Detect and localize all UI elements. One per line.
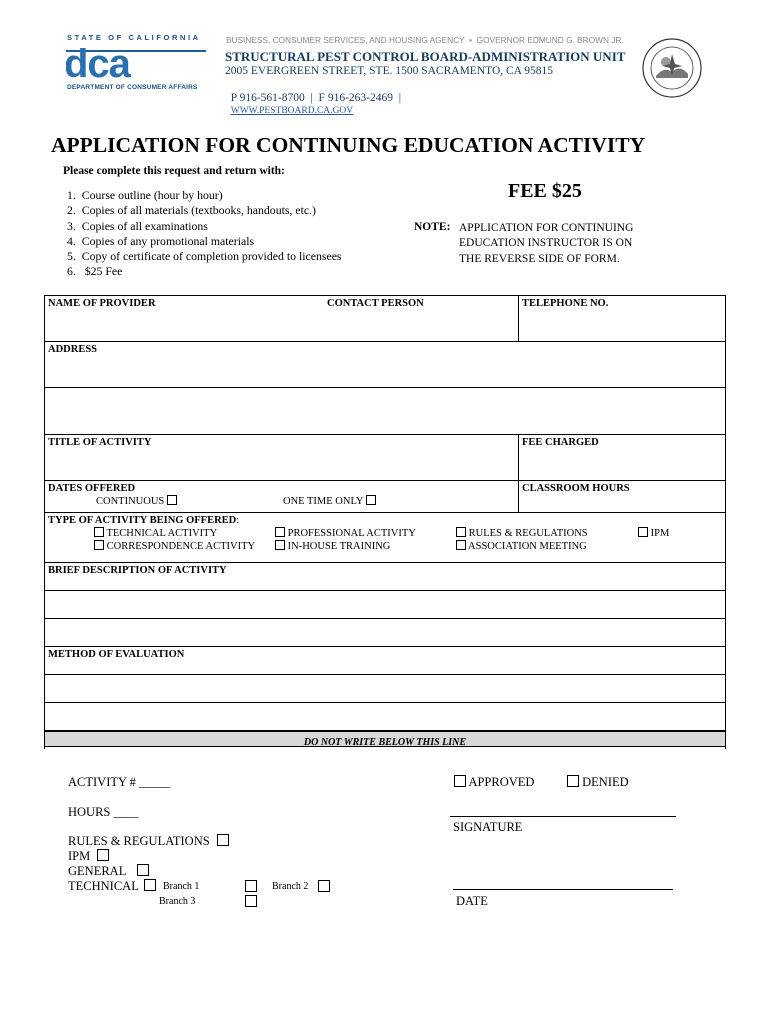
continuous-label: CONTINUOUS: [96, 496, 165, 507]
form-rule: [44, 562, 725, 563]
agency-line: BUSINESS, CONSUMER SERVICES, AND HOUSING AGENCY • GOVERNOR EDMUND G. BROWN JR.: [226, 35, 624, 45]
instruction-item: 6. $25 Fee: [67, 264, 123, 279]
fee-charged-field[interactable]: [520, 451, 722, 479]
address-field-line2[interactable]: [46, 389, 722, 433]
brief-description-label: BRIEF DESCRIPTION OF ACTIVITY: [48, 565, 227, 576]
date-line[interactable]: [453, 889, 673, 890]
office-ipm: [68, 849, 109, 864]
in-house-training-label: IN-HOUSE TRAINING: [287, 541, 391, 552]
association-meeting-checkbox[interactable]: [456, 540, 466, 550]
note-text: [459, 221, 633, 267]
signature-label: SIGNATURE: [453, 820, 523, 834]
form-rule: [44, 590, 725, 591]
page-title: APPLICATION FOR CONTINUING EDUCATION ACTIVITY: [51, 133, 646, 157]
type-of-activity-colon: :: [236, 515, 240, 526]
office-ipm-label: IPM: [68, 849, 91, 863]
signature-line[interactable]: [450, 816, 676, 817]
column-divider: [518, 434, 519, 512]
state-seal: [642, 38, 702, 98]
one-time-only-option[interactable]: [283, 495, 376, 507]
fee-charged-label: FEE CHARGED: [522, 437, 599, 448]
form-rule: [44, 646, 725, 647]
continuous-option[interactable]: [96, 495, 177, 507]
website-link[interactable]: WWW.PESTBOARD.CA.GOV: [230, 106, 354, 116]
type-of-activity-text: TYPE OF ACTIVITY BEING OFFERED: [48, 515, 237, 526]
one-time-only-checkbox[interactable]: [366, 495, 376, 505]
office-technical-checkbox[interactable]: [144, 879, 156, 891]
telephone-label: TELEPHONE NO.: [522, 298, 609, 309]
continuous-checkbox[interactable]: [167, 495, 177, 505]
office-general-label: GENERAL: [68, 864, 126, 878]
instruction-item: 4. Copies of any promotional materials: [67, 233, 255, 248]
branch1-checkbox[interactable]: [245, 880, 257, 892]
do-not-write-text: DO NOT WRITE BELOW THIS LINE: [303, 737, 467, 748]
address-field-line1[interactable]: [46, 358, 722, 386]
title-of-activity-label: TITLE OF ACTIVITY: [48, 437, 152, 448]
dates-offered-label: DATES OFFERED: [48, 483, 136, 494]
office-technical: [68, 879, 156, 894]
denied-checkbox[interactable]: [567, 775, 579, 787]
ipm-option[interactable]: [638, 527, 669, 539]
name-of-provider-label: NAME OF PROVIDER: [48, 298, 156, 309]
technical-activity-option[interactable]: [94, 527, 217, 539]
office-rules-regulations: [68, 834, 229, 849]
office-general-checkbox[interactable]: [137, 864, 149, 876]
association-meeting-option[interactable]: [456, 540, 587, 552]
professional-activity-option[interactable]: [275, 527, 416, 539]
instructions-list: [67, 188, 342, 280]
professional-activity-label: PROFESSIONAL ACTIVITY: [287, 528, 416, 539]
note-label: NOTE:: [414, 221, 451, 233]
branch1-label: Branch 1: [163, 881, 200, 892]
correspondence-activity-label: CORRESPONDENCE ACTIVITY: [106, 541, 256, 552]
unit-name: STRUCTURAL PEST CONTROL BOARD-ADMINISTRATION UNIT: [225, 49, 626, 64]
form-rule: [44, 387, 725, 388]
branch2-checkbox[interactable]: [318, 880, 330, 892]
instructions-heading: Please complete this request and return with:: [63, 165, 285, 177]
denied-option[interactable]: [567, 775, 629, 790]
one-time-only-label: ONE TIME ONLY: [283, 496, 364, 507]
technical-activity-label: TECHNICAL ACTIVITY: [106, 528, 218, 539]
correspondence-activity-checkbox[interactable]: [94, 540, 104, 550]
phone-fax: P 916-561-8700 | F 916-263-2469 |: [230, 92, 402, 104]
rules-regulations-label: RULES & REGULATIONS: [468, 528, 588, 539]
note-line: EDUCATION INSTRUCTOR IS ON: [459, 237, 633, 250]
approved-option[interactable]: [454, 775, 534, 790]
telephone-field[interactable]: [520, 312, 722, 340]
do-not-write-bar: [44, 731, 726, 747]
office-rules-regulations-checkbox[interactable]: [217, 834, 229, 846]
name-of-provider-field[interactable]: [46, 312, 316, 340]
board-address: 2005 EVERGREEN STREET, STE. 1500 SACRAMENTO, CA 95815: [225, 65, 553, 77]
activity-number: ACTIVITY # _____: [68, 775, 171, 789]
professional-activity-checkbox[interactable]: [275, 527, 285, 537]
form-rule: [44, 674, 725, 675]
association-meeting-label: ASSOCIATION MEETING: [468, 541, 587, 552]
classroom-hours-label: CLASSROOM HOURS: [522, 483, 630, 494]
fee-amount: FEE $25: [508, 180, 582, 202]
department-name: DEPARTMENT OF CONSUMER AFFAIRS: [67, 84, 198, 91]
approved-checkbox[interactable]: [454, 775, 466, 787]
method-of-evaluation-label: METHOD OF EVALUATION: [48, 649, 185, 660]
date-label: DATE: [456, 894, 488, 908]
state-of-california-text: STATE OF CALIFORNIA: [67, 33, 201, 42]
hours-field: HOURS ____: [68, 805, 139, 819]
title-of-activity-field[interactable]: [46, 451, 516, 479]
type-of-activity-label: [48, 515, 239, 526]
note-line: APPLICATION FOR CONTINUING: [459, 222, 634, 234]
instruction-item: 3. Copies of all examinations: [67, 218, 208, 233]
board-phones: [225, 80, 401, 116]
instruction-item: 5. Copy of certificate of completion provided to licensees: [67, 249, 342, 264]
branch3-checkbox[interactable]: [245, 895, 257, 907]
contact-person-field[interactable]: [320, 312, 516, 340]
form-rule: [44, 341, 725, 342]
dca-logo: [66, 44, 206, 80]
office-general: [68, 864, 149, 879]
rules-regulations-option[interactable]: [456, 527, 588, 539]
branch2-label: Branch 2: [272, 881, 309, 892]
denied-label: DENIED: [582, 775, 629, 789]
office-technical-label: TECHNICAL: [68, 879, 139, 893]
instruction-item: 2. Copies of all materials (textbooks, handouts, etc.): [67, 203, 316, 218]
ipm-checkbox[interactable]: [638, 527, 648, 537]
in-house-training-checkbox[interactable]: [275, 540, 285, 550]
ipm-label: IPM: [650, 528, 670, 539]
dca-logo-letters: dca: [66, 44, 130, 80]
correspondence-activity-option[interactable]: [94, 540, 255, 552]
address-label: ADDRESS: [48, 344, 98, 355]
form-rule: [44, 480, 725, 481]
in-house-training-option[interactable]: [275, 540, 390, 552]
approved-label: APPROVED: [468, 775, 535, 789]
branch3-label: Branch 3: [159, 896, 196, 907]
column-divider: [518, 295, 519, 341]
technical-activity-checkbox[interactable]: [94, 527, 104, 537]
instruction-item: 1. Course outline (hour by hour): [67, 188, 223, 202]
method-of-evaluation-field[interactable]: [46, 676, 722, 728]
contact-person-label: CONTACT PERSON: [327, 298, 424, 309]
form-rule: [44, 434, 725, 435]
note-line: THE REVERSE SIDE OF FORM.: [459, 252, 620, 265]
rules-regulations-checkbox[interactable]: [456, 527, 466, 537]
office-ipm-checkbox[interactable]: [97, 849, 109, 861]
form-rule: [44, 512, 725, 513]
brief-description-field[interactable]: [46, 592, 722, 644]
office-rules-regulations-label: RULES & REGULATIONS: [68, 834, 210, 848]
